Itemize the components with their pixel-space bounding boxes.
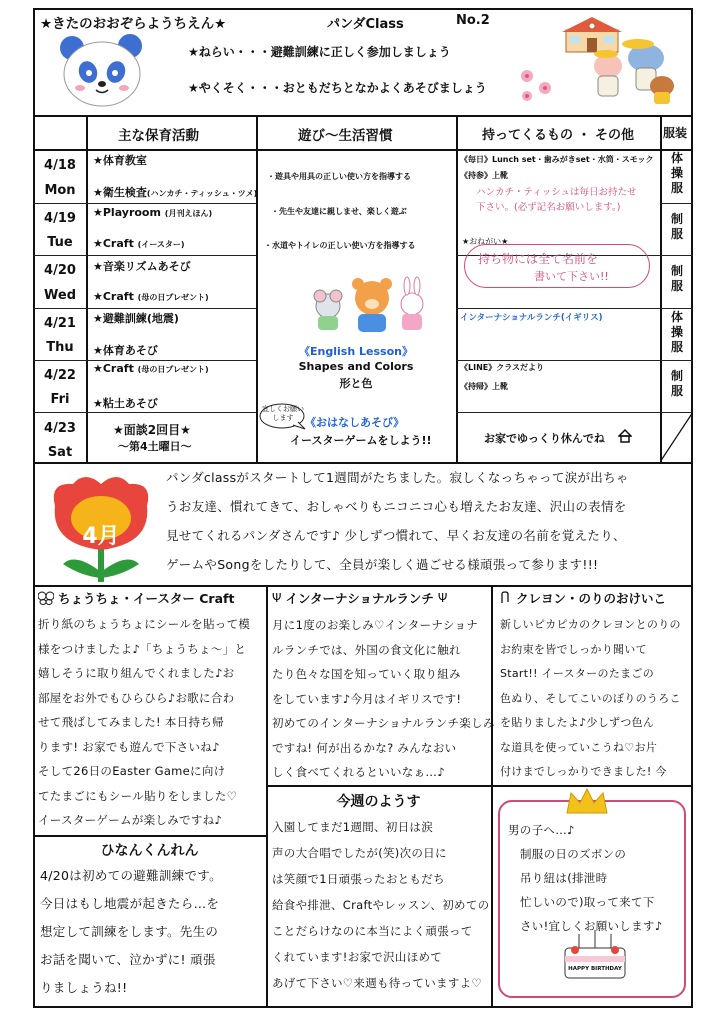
table-bottom-border bbox=[33, 462, 693, 464]
week-line: 声の大合唱でしたが(笑)次の日に bbox=[272, 846, 447, 860]
intl-lunch-note: インターナショナルランチ(イギリス) bbox=[460, 313, 603, 323]
activity-2: ★粘土あそび bbox=[93, 397, 158, 410]
activity-2: ★体育あそび bbox=[93, 344, 158, 357]
week-line: あげて下さい♡来週も待っていますよ♡ bbox=[272, 976, 483, 990]
row-date: 4/19 bbox=[44, 211, 76, 226]
row-divider bbox=[456, 360, 693, 361]
crayon-line: な道具を使っていこうね♡お片 bbox=[500, 740, 658, 754]
activity-1: ★Craft (母の日プレゼント) bbox=[93, 362, 209, 375]
empty-cell-diagonal bbox=[660, 412, 693, 462]
row-date: 4/20 bbox=[44, 263, 76, 278]
craft-line: そして26日のEaster Gameに向け bbox=[38, 764, 226, 778]
story-label: 《おはなしあそび》 bbox=[305, 416, 405, 429]
class-promise: ★やくそく・・・おともだちとなかよくあそびましょう bbox=[188, 81, 487, 95]
english-lesson-label: 《English Lesson》 bbox=[299, 345, 413, 358]
week-line: 給食や排泄、Craftやレッスン、初めての bbox=[272, 898, 490, 912]
crayon-line: 付けまでしっかりできました! 今 bbox=[500, 765, 667, 778]
activity-1: ★避難訓練(地震) bbox=[93, 312, 179, 325]
butterfly-icon bbox=[38, 591, 54, 605]
crayon-title: クレヨン・のりのおけいこ bbox=[516, 591, 667, 606]
bubble-text: 宜しくお願いします bbox=[262, 405, 304, 422]
craft-line: てたまごにもシール貼りをしました♡ bbox=[38, 788, 238, 803]
lunch-panel bbox=[272, 589, 488, 607]
drill-body bbox=[40, 862, 264, 1002]
row-day: Tue bbox=[47, 235, 73, 250]
row-divider bbox=[456, 308, 693, 309]
lunch-title: インターナショナルランチ bbox=[285, 591, 434, 606]
return-items: 《持帰》上靴 bbox=[460, 382, 508, 391]
crayon-line: を貼りましたよ♪少しずつ色ん bbox=[500, 716, 655, 729]
boys-note-body bbox=[508, 818, 684, 938]
drill-line: りましょうね!! bbox=[40, 980, 128, 995]
row-divider bbox=[33, 255, 256, 256]
row-divider bbox=[660, 203, 693, 204]
lunch-line: 初めてのインターナショナルランチ楽しみ bbox=[272, 716, 495, 730]
intro-line-2: うお友達、慣れてきて、おしゃべりもニコニコ心も増えたお友達、沢山の表情を bbox=[166, 499, 627, 514]
activity-1: ★体育教室 bbox=[93, 154, 147, 167]
drill-line: 今日はもし地震が起きたら…を bbox=[40, 896, 220, 911]
craft-line: 様をつけましたよ♪「ちょうちょ～」と bbox=[38, 641, 247, 656]
school-name: ★きたのおおぞらようちえん★ bbox=[40, 16, 227, 32]
panel-divider-h1 bbox=[33, 835, 266, 837]
boys-line: さい!宜しくお願いします♪ bbox=[520, 919, 663, 933]
intro-line-3: 見せてくれるパンダさんです♪ 少しずつ慣れて、早くお友達の名前を覚えたり、 bbox=[166, 528, 626, 543]
row-divider bbox=[33, 203, 256, 204]
drill-line: 4/20は初めての避難訓練です。 bbox=[40, 868, 222, 883]
flower-month-label: 4月 bbox=[82, 524, 120, 549]
intro-line-1: パンダclassがスタートして1週間がたちました。寂しくなっちゃって涙が出ちゃ bbox=[166, 470, 629, 485]
daily-items: 《毎日》Lunch set・歯みがきset・水筒・スモック bbox=[460, 155, 654, 164]
lunch-line: ルランチでは、外国の食文化に触れ bbox=[272, 642, 461, 657]
week-line: くれています!お家で沢山ほめて bbox=[272, 950, 443, 964]
uniform-thu: 体 操 服 bbox=[670, 310, 683, 354]
craft-line: せて飛ばしてみました! 本日持ち帰 bbox=[38, 715, 224, 729]
craft-body bbox=[38, 612, 264, 833]
date-col-border bbox=[86, 115, 88, 462]
boys-line: 忙しいので)取って来て下 bbox=[520, 895, 655, 909]
saturday-rest-note: お家でゆっくり休んでね bbox=[484, 432, 605, 445]
header-row-border bbox=[33, 149, 693, 151]
craft-line: 嬉しそうに取り組んでくれました♪お bbox=[38, 666, 235, 680]
uniform-wed: 制 服 bbox=[670, 264, 683, 293]
fork-icon: Ψ bbox=[272, 591, 282, 605]
uniform-mon: 体 操 服 bbox=[670, 151, 683, 195]
row-divider bbox=[33, 360, 256, 361]
bring-items: 《持参》上靴 bbox=[460, 171, 508, 180]
row-divider bbox=[456, 412, 693, 413]
class-aim: ★ねらい・・・避難訓練に正しく参加しましょう bbox=[188, 45, 451, 59]
hanky-note-2: 下さい。(必ず記名お願いします。) bbox=[476, 202, 621, 213]
english-topic: Shapes and Colors bbox=[298, 360, 414, 373]
row-date: 4/18 bbox=[44, 158, 76, 173]
week-line: 入園してまだ1週間、初日は涙 bbox=[272, 820, 434, 834]
cake-text: HAPPY BIRTHDAY bbox=[568, 966, 622, 972]
story-text: イースターゲームをしよう!! bbox=[290, 434, 432, 447]
lunch-line: しく食べてくれるといいなぁ…♪ bbox=[272, 765, 445, 779]
habit-1: ・遊具や用具の正しい使い方を指導する bbox=[267, 172, 411, 181]
row-date: 4/21 bbox=[44, 316, 76, 331]
week-line: ことだらけなのに本当によく頑張って bbox=[272, 924, 473, 938]
table-top-border bbox=[33, 115, 693, 117]
row-day: Thu bbox=[46, 340, 74, 355]
week-body bbox=[272, 814, 488, 996]
panel-divider-right bbox=[491, 585, 493, 1008]
crayon-line: 色ぬり、そしてこいのぼりのうろこ bbox=[500, 691, 681, 705]
request-label: ★おねがい★ bbox=[462, 237, 509, 246]
lunch-line: 月に1度のお楽しみ♡インターナショナ bbox=[272, 618, 479, 632]
row-divider bbox=[33, 412, 256, 413]
crayon-body bbox=[500, 613, 690, 785]
line-note: 《LINE》クラスだより bbox=[460, 363, 544, 372]
crayon-line: 新しいピカピカのクレヨンとのりの bbox=[500, 618, 681, 631]
crayon-panel bbox=[498, 589, 688, 607]
lunch-line: ですね! 何が出るかな? みんなおい bbox=[272, 740, 457, 755]
habit-2: ・先生や友達に親しませ、楽しく遊ぶ bbox=[271, 207, 407, 216]
hanky-note-1: ハンカチ・ティッシュは毎日お持たせ bbox=[476, 187, 637, 198]
boys-line: 男の子へ…♪ bbox=[508, 823, 575, 837]
uniform-tue: 制 服 bbox=[670, 212, 683, 241]
animal-friends-icon bbox=[578, 36, 678, 106]
lunch-body bbox=[272, 613, 495, 785]
panel-divider-h2 bbox=[266, 785, 693, 787]
craft-line: イースターゲームが楽しみですね♪ bbox=[38, 813, 223, 827]
col-header-activity: 主な保育活動 bbox=[118, 128, 199, 144]
intro-bottom-border bbox=[33, 585, 693, 587]
request-line-2: 書いて下さい!! bbox=[534, 270, 609, 283]
house-icon bbox=[618, 429, 632, 443]
play-col-border bbox=[456, 115, 458, 462]
week-title: 今週のようす bbox=[336, 794, 421, 810]
drill-line: お話を聞いて、泣かずに! 頑張 bbox=[40, 952, 216, 967]
activity-1: ★音楽リズムあそび bbox=[93, 260, 191, 273]
habit-3: ・水道やトイレの正しい使い方を指導する bbox=[264, 241, 416, 250]
craft-line: 部屋をお外でもひらひら♪お歌に合わ bbox=[38, 690, 235, 705]
drill-line: 想定して訓練をします。先生の bbox=[40, 924, 219, 939]
lunch-line: をしています♪今月はイギリスです! bbox=[272, 691, 462, 706]
crown-icon bbox=[565, 787, 609, 815]
request-line-1: 持ち物には全て名前を bbox=[478, 252, 599, 266]
birthday-cake-icon bbox=[555, 924, 635, 984]
row-day: Fri bbox=[50, 392, 70, 407]
flowers-icon bbox=[515, 66, 563, 106]
saturday-note: ～第4土曜日～ bbox=[118, 440, 192, 453]
drill-title: ひなんくんれん bbox=[100, 843, 199, 859]
class-name: パンダClass bbox=[327, 17, 404, 32]
boys-line: 制服の日のズボンの bbox=[520, 847, 627, 861]
craft-title: ちょうちょ・イースター Craft bbox=[58, 591, 235, 606]
english-topic-jp: 形と色 bbox=[339, 377, 373, 390]
fork-icon: Ψ bbox=[437, 591, 448, 605]
meeting-note: ★面談2回目★ bbox=[113, 423, 191, 437]
panda-face-icon bbox=[58, 30, 148, 110]
craft-line: ります! お家でも遊んで下さいね♪ bbox=[38, 739, 220, 754]
row-day: Wed bbox=[44, 288, 76, 303]
crayon-line: Start!! イースターのたまごの bbox=[500, 667, 655, 680]
bear-rabbit-mouse-icon bbox=[306, 276, 436, 336]
activity-2: ★Craft (イースター) bbox=[93, 237, 185, 250]
uniform-fri: 制 服 bbox=[670, 369, 683, 398]
week-line: は笑顔で1日頑張ったおともだち bbox=[272, 872, 445, 886]
bring-col-border bbox=[660, 115, 662, 462]
lunch-line: たり色々な国を知っていく取り組み bbox=[272, 667, 461, 681]
row-divider bbox=[33, 308, 256, 309]
intro-line-4: ゲームやSongをしたりして、全員が楽しく過ごせる様頑張って参ります!!! bbox=[166, 557, 599, 572]
activity-1: ★Playroom (月刊えほん) bbox=[93, 206, 213, 219]
boys-line: 吊り紐は(排泄時 bbox=[520, 871, 608, 885]
row-day: Mon bbox=[44, 183, 76, 198]
craft-line: 折り紙のちょうちょにシールを貼って模 bbox=[38, 617, 251, 631]
crayon-line: お約束を皆でしっかり聞いて bbox=[500, 642, 647, 656]
row-day: Sat bbox=[47, 445, 73, 460]
col-header-play: 遊び～生活習慣 bbox=[298, 128, 393, 144]
activity-2: ★衛生検査(ハンカチ・ティッシュ・ツメ) bbox=[93, 186, 258, 199]
clip-icon bbox=[498, 591, 512, 605]
activity-2: ★Craft (母の日プレゼント) bbox=[93, 290, 209, 303]
col-header-bring: 持ってくるもの ・ その他 bbox=[482, 128, 635, 143]
row-date: 4/22 bbox=[44, 368, 76, 383]
issue-number: No.2 bbox=[456, 13, 490, 28]
col-header-uniform: 服装 bbox=[663, 126, 688, 140]
row-date: 4/23 bbox=[44, 421, 76, 436]
craft-panel bbox=[38, 589, 264, 607]
